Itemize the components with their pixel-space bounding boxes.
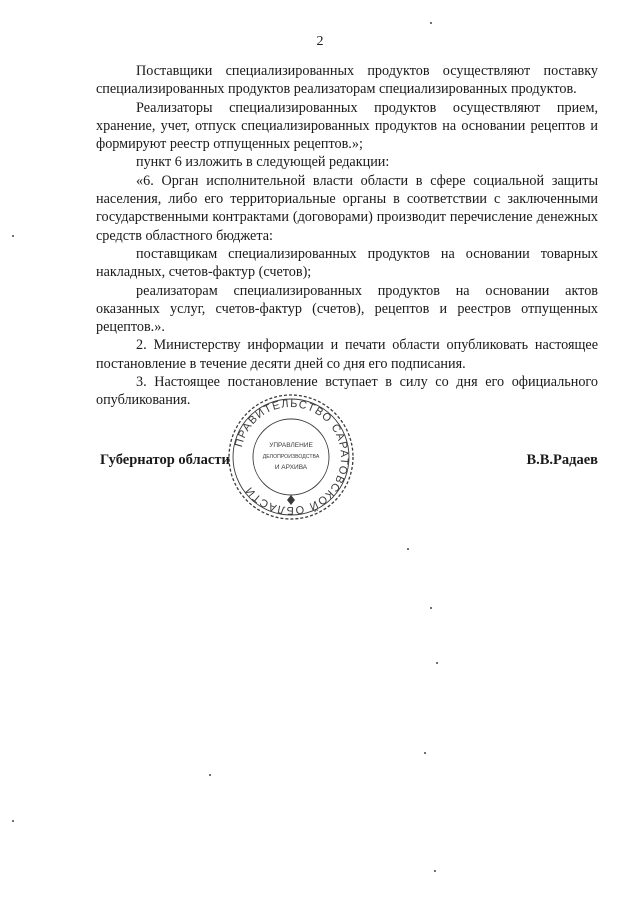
paragraph-sellers: Реализаторы специализированных продуктов осуществляют прием, хранение, учет, отпуск специализированных продуктов на основании рецептов и формируют реестр отпущенных рецептов.»; <box>96 99 598 153</box>
paragraph-item6: «6. Орган исполнительной власти области в сфере социальной защиты населения, либо его территориальные органы в соответствии с заключенными государственными контрактами (договорами) производит перечисление денежных средств областного бюджета: <box>96 172 598 244</box>
scan-speck <box>209 774 211 776</box>
scan-speck <box>407 548 409 550</box>
paragraph-payments-suppliers: поставщикам специализированных продуктов на основании товарных накладных, счетов-фактур (счетов); <box>96 245 598 281</box>
scan-speck <box>430 607 432 609</box>
scan-speck <box>12 235 14 237</box>
signatory-position: Губернатор области <box>100 452 230 468</box>
signatory-name: В.В.Радаев <box>526 452 598 468</box>
seal-inner-line-2: ДЕЛОПРОИЗВОДСТВА <box>262 454 320 460</box>
scan-speck <box>434 870 436 872</box>
scan-speck <box>430 22 432 24</box>
scan-speck <box>424 752 426 754</box>
seal-ring-text: ПРАВИТЕЛЬСТВО САРАТОВСКОЙ ОБЛАСТИ <box>233 397 351 517</box>
document-body <box>96 62 598 410</box>
paragraph-payments-sellers: реализаторам специализированных продуктов на основании актов оказанных услуг, счетов-фактур (счетов), рецептов и реестров отпущенных рецептов.». <box>96 282 598 336</box>
paragraph-effective-date: 3. Настоящее постановление вступает в силу со дня его официального опубликования. <box>96 374 598 409</box>
scan-speck <box>436 662 438 664</box>
page-number: 2 <box>316 34 324 49</box>
seal-stamp <box>226 392 356 522</box>
paragraph-suppliers: Поставщики специализированных продуктов осуществляют поставку специализированных продуктов реализаторам специализированных продуктов. <box>96 63 598 98</box>
scan-speck <box>12 820 14 822</box>
paragraph-item6-intro: пункт 6 изложить в следующей редакции: <box>136 154 390 171</box>
seal-inner-line-1: УПРАВЛЕНИЕ <box>269 442 313 449</box>
paragraph-publication: 2. Министерству информации и печати области опубликовать настоящее постановление в течение десяти дней со дня его подписания. <box>96 337 598 372</box>
seal-inner-line-3: И АРХИВА <box>274 464 308 471</box>
